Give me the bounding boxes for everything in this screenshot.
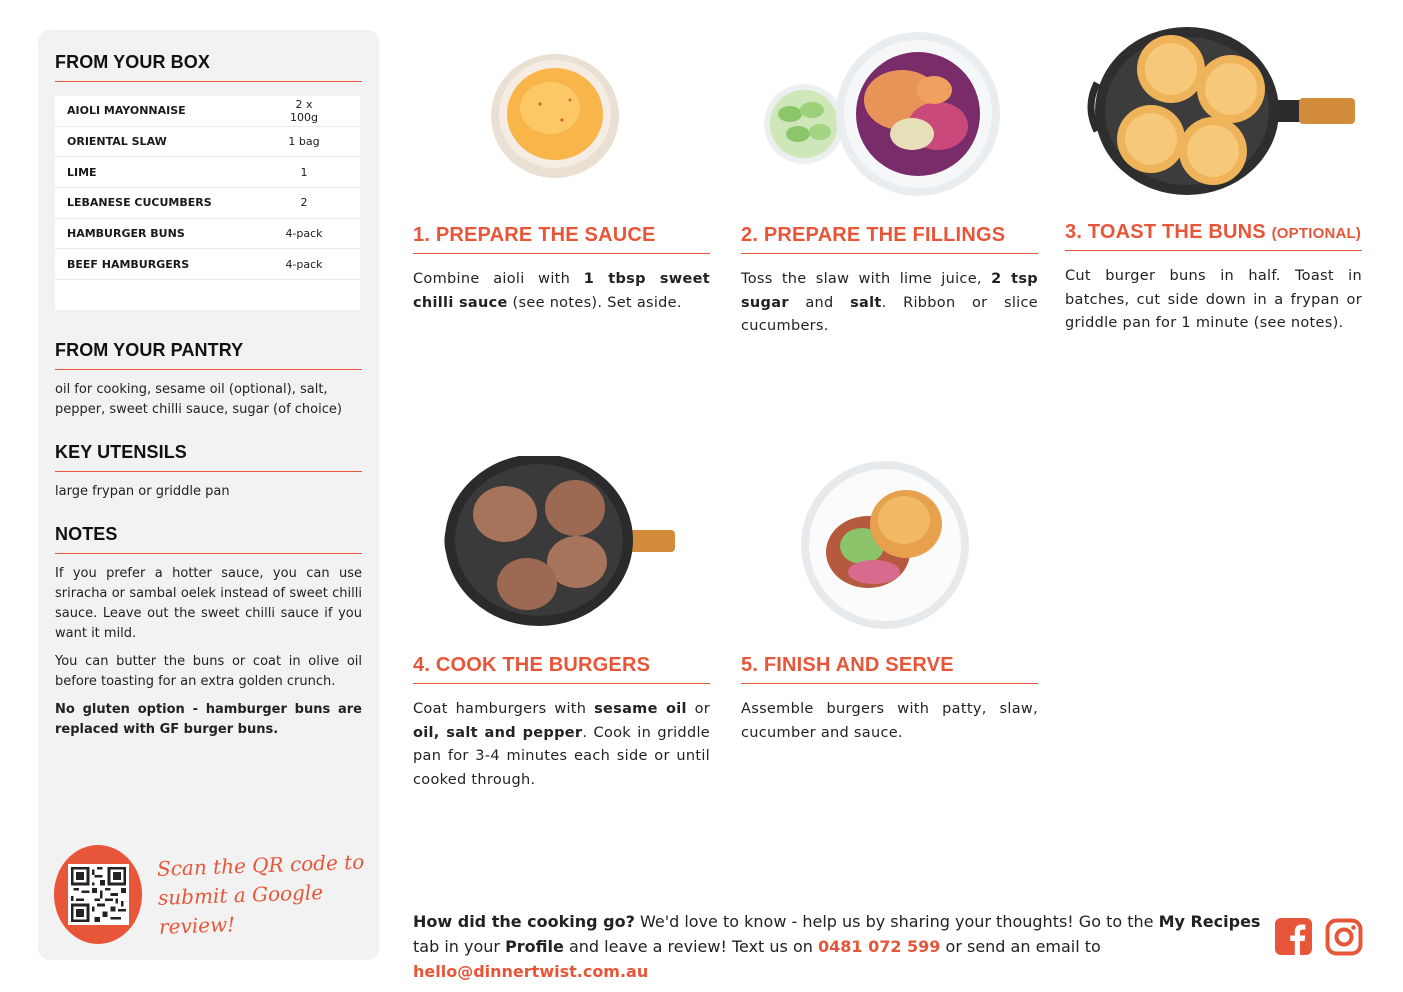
step-1	[413, 224, 710, 315]
utensils-heading: KEY UTENSILS	[55, 442, 362, 472]
item-name: LIME	[67, 165, 97, 179]
note-text: If you prefer a hotter sauce, you can use sriracha or sambal oelek instead of sweet chilli sauce. Leave out the sweet chilli sauce if you want it mild.	[55, 566, 362, 642]
step-text: Cut burger buns in half. Toast in batches, cut side down in a frypan or griddle pan for 1 minute (see notes).	[1065, 268, 1362, 331]
table-row	[55, 188, 360, 219]
pantry-text: oil for cooking, sesame oil (optional), salt, pepper, sweet chilli sauce, sugar (of choice)	[55, 382, 342, 418]
qr-review[interactable]	[54, 845, 379, 944]
item-qty: 2	[300, 196, 308, 210]
item-qty: 4-pack	[285, 257, 323, 271]
item-qty: 1	[300, 165, 308, 179]
item-name: LEBANESE CUCUMBERS	[67, 196, 212, 210]
step-title-text: 3. TOAST THE BUNS	[1065, 221, 1272, 243]
review-footer	[413, 909, 1263, 984]
note-text: You can butter the buns or coat in olive oil before toasting for an extra golden crunch.	[55, 654, 362, 690]
qr-caption-line: Scan the QR code to	[156, 849, 365, 881]
finished-burger-image	[800, 460, 970, 630]
footer-text: tab in your	[413, 937, 506, 956]
step-body	[741, 698, 1038, 745]
table-row-empty	[55, 280, 360, 310]
step-title	[741, 224, 1038, 254]
item-qty: 2 x 100g	[290, 97, 318, 124]
step-text: or	[686, 701, 711, 717]
step-2	[741, 224, 1038, 339]
note-text-gluten: No gluten option - hamburger buns are replaced with GF burger buns.	[55, 702, 362, 738]
item-name: AIOLI MAYONNAISE	[67, 104, 186, 118]
step-text: (see notes). Set aside.	[507, 294, 682, 311]
step-title-text: 5. FINISH AND SERVE	[741, 654, 954, 676]
table-row	[55, 249, 360, 280]
table-row	[55, 157, 360, 188]
step-title	[413, 654, 710, 684]
notes-heading: NOTES	[55, 524, 362, 554]
ingredients-sidebar	[38, 30, 379, 960]
phone-link[interactable]: 0481 072 599	[817, 937, 941, 956]
item-name: HAMBURGER BUNS	[67, 227, 185, 241]
footer-text: or send an email to	[940, 937, 1101, 956]
step-title	[413, 224, 710, 254]
step-text: . Ribbon or slice cucumbers.	[741, 294, 1038, 334]
step-3	[1065, 221, 1362, 336]
table-row	[55, 127, 360, 158]
footer-text: We'd love to know - help us by sharing your thoughts! Go to the	[634, 912, 1159, 931]
slaw-bowl-image	[762, 30, 1007, 200]
utensils-section	[55, 442, 362, 502]
step-title-text: 4. COOK THE BURGERS	[413, 654, 651, 676]
sauce-bowl-image	[480, 44, 630, 184]
step-title	[741, 654, 1038, 684]
step-text: . Cook in griddle pan for 3-4 minutes each side or until cooked through.	[413, 724, 710, 788]
item-qty: 1 bag	[288, 135, 320, 149]
qr-code[interactable]	[68, 864, 129, 925]
box-items-table	[55, 96, 360, 310]
step-title-text: 2. PREPARE THE FILLINGS	[741, 224, 1006, 246]
step-text-bold: sesame oil	[594, 701, 687, 717]
notes-section	[55, 524, 362, 740]
step-title-optional: (OPTIONAL)	[1271, 225, 1362, 242]
footer-question: How did the cooking go?	[413, 912, 635, 931]
item-qty: 4-pack	[285, 227, 323, 241]
step-5	[741, 654, 1038, 745]
footer-text: and leave a review! Text us on	[563, 937, 818, 956]
step-text-bold: salt	[850, 294, 882, 311]
step-text-bold: oil, salt and pepper	[413, 724, 583, 741]
step-text-bold: 2 tsp sugar	[741, 271, 1038, 311]
profile-link[interactable]: Profile	[505, 937, 564, 956]
step-body	[413, 698, 710, 792]
step-text: Combine aioli with	[413, 271, 584, 287]
pantry-section	[55, 340, 362, 420]
qr-caption-line: submit a Google review!	[157, 880, 324, 939]
qr-badge	[54, 845, 142, 944]
pantry-heading: FROM YOUR PANTRY	[55, 340, 362, 370]
item-name: ORIENTAL SLAW	[67, 135, 167, 149]
from-box-heading: FROM YOUR BOX	[55, 52, 362, 82]
step-title-text: 1. PREPARE THE SAUCE	[413, 224, 656, 246]
item-name: BEEF HAMBURGERS	[67, 257, 190, 271]
qr-caption	[157, 847, 381, 942]
step-text: Assemble burgers with patty, slaw, cucumber and sauce.	[741, 701, 1038, 741]
step-body	[413, 268, 710, 315]
utensils-text: large frypan or griddle pan	[55, 484, 230, 500]
toasting-buns-image	[1083, 27, 1358, 197]
griddle-patties-image	[435, 456, 675, 626]
table-row	[55, 96, 360, 127]
my-recipes-link[interactable]: My Recipes	[1158, 912, 1261, 931]
facebook-icon[interactable]	[1275, 918, 1312, 955]
step-body	[1065, 265, 1362, 336]
step-body	[741, 268, 1038, 339]
instagram-icon[interactable]	[1325, 918, 1363, 956]
step-text: Toss the slaw with lime juice,	[741, 271, 992, 287]
table-row	[55, 219, 360, 250]
step-title	[1065, 221, 1362, 251]
step-text: and	[788, 294, 851, 311]
step-4	[413, 654, 710, 792]
step-text: Coat hamburgers with	[413, 701, 595, 717]
email-link[interactable]: hello@dinnertwist.com.au	[413, 962, 649, 981]
step-text-bold: 1 tbsp sweet chilli sauce	[413, 271, 710, 311]
